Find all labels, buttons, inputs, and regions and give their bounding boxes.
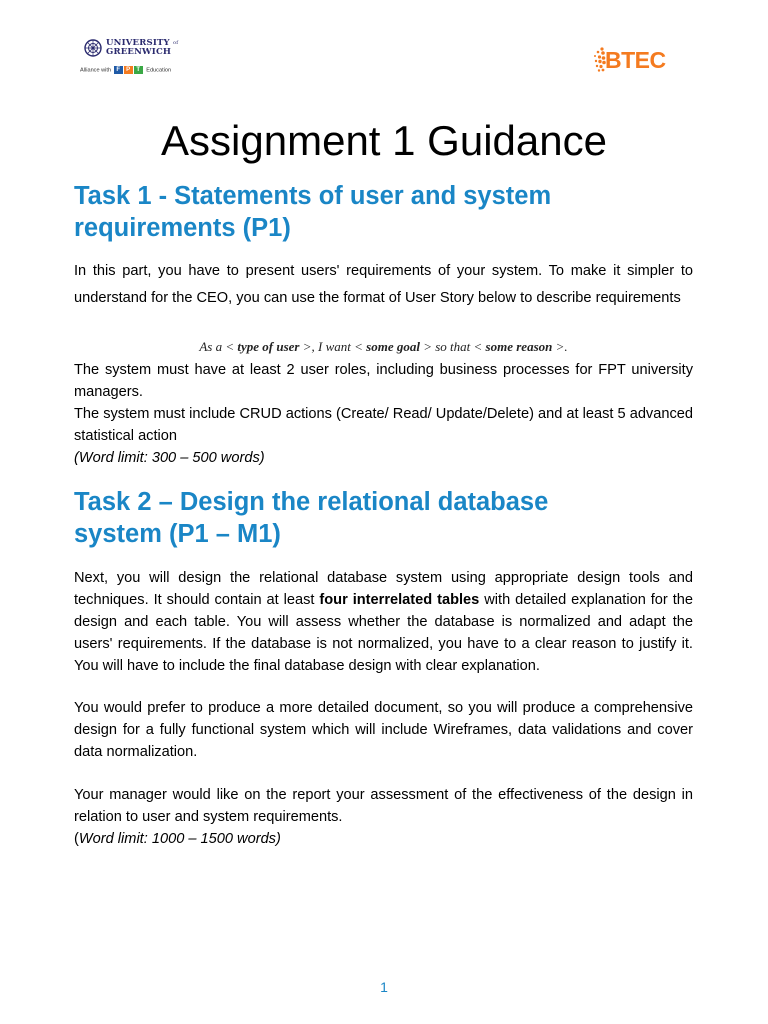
user-story-format: [74, 337, 693, 357]
btec-logo: [592, 44, 678, 80]
alliance-prefix: Alliance with: [80, 67, 112, 74]
task1-intro: In this part, you have to present users' requirements of your system. To make it simpler to understand for the CEO, you can use the format of User Story below to describe requirements: [74, 263, 693, 306]
page-number: 1: [380, 979, 388, 995]
alliance-suffix: Education: [146, 67, 172, 74]
university-of-greenwich-logo: [80, 38, 180, 82]
page-title: Assignment 1 Guidance: [161, 117, 607, 164]
task2-p1-emphasis: four interrelated tables: [319, 592, 480, 608]
alliance-line: [80, 66, 171, 74]
task2-heading-line2: system (P1 – M1): [74, 520, 281, 548]
task1-requirements: [74, 359, 693, 469]
task2-heading: [74, 486, 694, 550]
story-part-4: >.: [552, 339, 568, 354]
story-part-3: > so that <: [419, 339, 486, 354]
task2-word-limit-open: (: [74, 831, 79, 847]
fpt-letter-p: P: [124, 66, 133, 74]
story-part-2: >, I want <: [299, 339, 367, 354]
task2-heading-line1: Task 2 – Design the relational database: [74, 488, 549, 516]
requirement-crud-actions: The system must include CRUD actions (Create/ Read/ Update/Delete) and at least 5 advanced statistical action: [74, 406, 693, 444]
task2-paragraph-3: [74, 784, 693, 850]
task2-p1-text-before: Next, you will design the relational database system using appropriate design tools and techniques. It should contain at least: [74, 570, 693, 608]
task1-word-limit: (Word limit: 300 – 500 words): [74, 450, 265, 466]
story-type-of-user: type of user: [237, 339, 300, 354]
task1-heading-line1: Task 1 - Statements of user and system: [74, 182, 552, 210]
fpt-logo: [114, 66, 144, 74]
university-name-of: of: [172, 40, 179, 46]
btec-logo-text: BTEC: [605, 47, 666, 73]
task2-paragraph-2: You would prefer to produce a more detailed document, so you will produce a comprehensive design for a fully functional system which will include Wireframes, data validations and cover data normalization.: [74, 700, 693, 760]
btec-dots-icon: [592, 46, 606, 74]
task1-heading: [74, 180, 694, 244]
greenwich-crest-icon: [84, 39, 102, 57]
story-part-1: As a <: [199, 339, 238, 354]
task2-paragraph-1: [74, 567, 693, 677]
story-some-goal: some goal: [366, 339, 420, 354]
task2-word-limit: [74, 828, 693, 850]
fpt-letter-f: F: [114, 66, 123, 74]
university-name-line1: UNIVERSITY: [106, 38, 170, 48]
task2-word-limit-text: Word limit: 1000 – 1500 words): [78, 831, 281, 847]
fpt-letter-t: T: [134, 66, 143, 74]
task1-heading-line2: requirements (P1): [74, 214, 291, 242]
university-name-line2: GREENWICH: [106, 47, 172, 57]
university-name: [106, 39, 178, 57]
story-some-reason: some reason: [485, 339, 553, 354]
requirement-user-roles: The system must have at least 2 user roles, including business processes for FPT university managers.: [74, 362, 693, 400]
task2-p3-text: Your manager would like on the report your assessment of the effectiveness of the design in relation to user and system requirements.: [74, 787, 693, 825]
task2-p1-text-after: with detailed explanation for the design and each table. You will assess whether the database is normalized and adapt the users' requirements. If the database is not normalized, you have to a clear reason to justify it. You will have to include the final database design with clear explanation.: [74, 592, 693, 674]
